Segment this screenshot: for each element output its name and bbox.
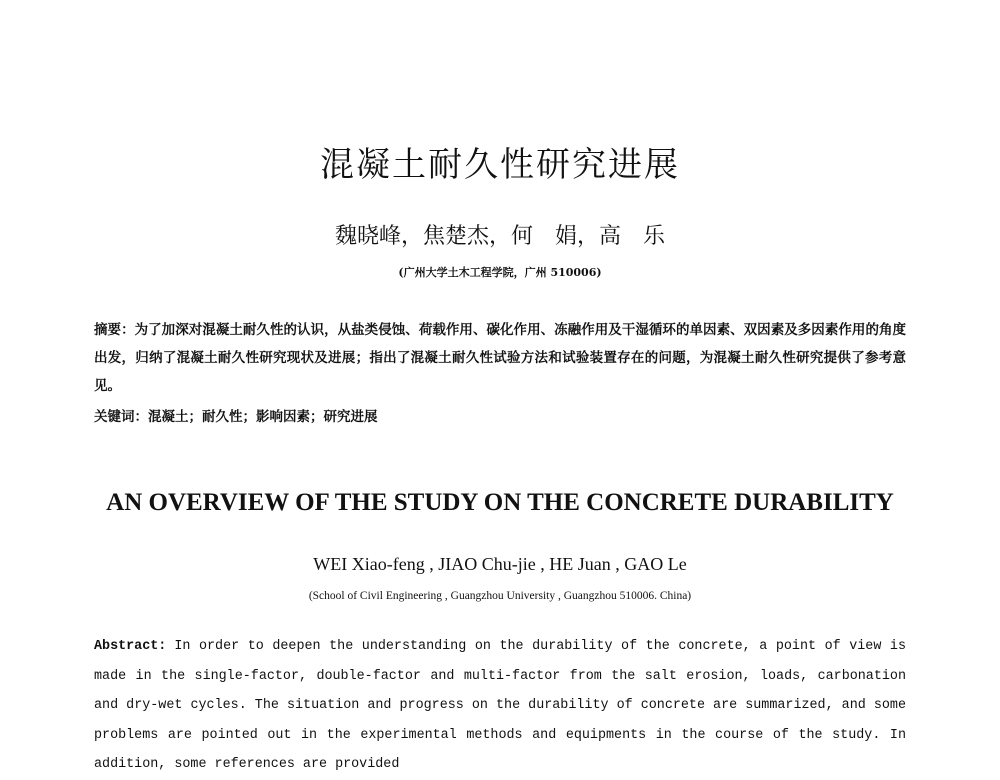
english-title: AN OVERVIEW OF THE STUDY ON THE CONCRETE DURABILITY <box>106 489 894 516</box>
chinese-affiliation: (广州大学土木工程学院，广州 510006) <box>398 266 602 279</box>
chinese-title: 混凝土耐久性研究进展 <box>320 145 680 185</box>
chinese-keywords-text: 混凝土；耐久性；影响因素；研究进展 <box>148 409 378 425</box>
chinese-abstract <box>94 316 906 400</box>
english-affiliation: (School of Civil Engineering , Guangzhou University , Guangzhou 510006. China) <box>308 590 692 602</box>
chinese-keywords <box>94 404 906 430</box>
english-abstract-text: In order to deepen the understanding on the durability of the concrete, a point of view is made in the single-factor, double-factor and multi-factor from the salt erosion, loads, carbonation and dry-wet cycles. The situation and progress on the durability of concrete are summarized, and some problems are pointed out in the experimental methods and equipments in the course of the study. In addition, some references are provided <box>94 639 906 772</box>
english-authors: WEI Xiao-feng , JIAO Chu-jie , HE Juan , GAO Le <box>313 554 687 574</box>
chinese-keywords-label: 关键词： <box>94 409 148 425</box>
english-abstract-label: Abstract: <box>94 639 167 654</box>
chinese-abstract-text: 为了加深对混凝土耐久性的认识，从盐类侵蚀、荷载作用、碳化作用、冻融作用及干湿循环的单因素、双因素及多因素作用的角度出发，归纳了混凝土耐久性研究现状及进展；指出了混凝土耐久性试验方法和试验装置存在的问题，为混凝土耐久性研究提供了参考意见。 <box>94 322 907 394</box>
chinese-abstract-label: 摘要： <box>94 322 135 338</box>
english-abstract <box>94 632 906 780</box>
chinese-authors: 魏晓峰，焦楚杰，何 娟，高 乐 <box>334 224 665 249</box>
